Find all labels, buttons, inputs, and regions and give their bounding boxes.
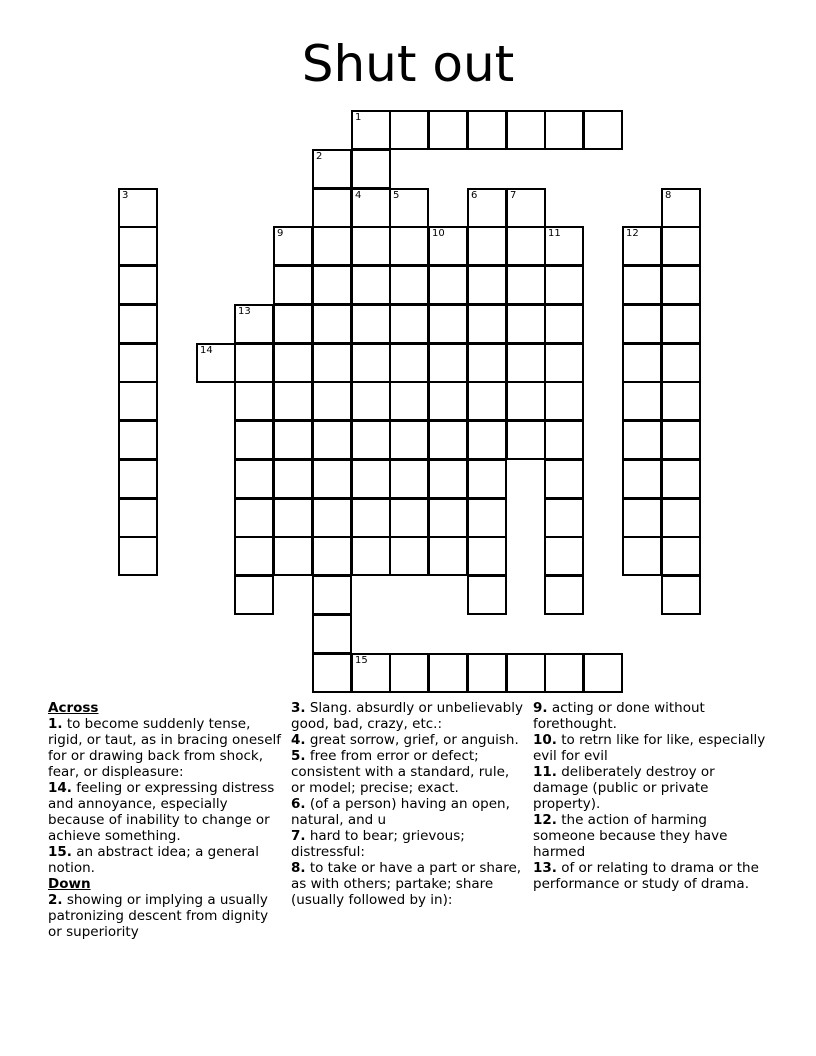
grid-cell[interactable] xyxy=(622,459,662,499)
grid-cell[interactable] xyxy=(312,188,352,228)
clue-column-1 xyxy=(48,700,284,940)
grid-cell[interactable] xyxy=(351,653,391,693)
grid-cell[interactable] xyxy=(428,304,468,344)
grid-cell[interactable] xyxy=(583,653,623,693)
clue-text: acting or done without forethought. xyxy=(533,700,705,732)
clue-number: 1. xyxy=(48,716,63,732)
grid-cell[interactable] xyxy=(118,420,158,460)
grid-cell[interactable] xyxy=(234,420,274,460)
grid-cell[interactable] xyxy=(428,265,468,305)
grid-cell[interactable] xyxy=(118,459,158,499)
clue-text: (of a person) having an open, natural, and u xyxy=(291,796,510,828)
grid-cell[interactable] xyxy=(389,420,429,460)
down-clue-list xyxy=(291,700,527,908)
clue-number: 13. xyxy=(533,860,557,876)
grid-cell[interactable] xyxy=(661,188,701,228)
grid-cell[interactable] xyxy=(351,149,391,189)
grid-cell[interactable] xyxy=(467,536,507,576)
clue-item xyxy=(291,828,527,860)
grid-cell[interactable] xyxy=(351,381,391,421)
grid-cell[interactable] xyxy=(351,226,391,266)
grid-cell[interactable] xyxy=(273,265,313,305)
clue-number: 9. xyxy=(533,700,548,716)
grid-cell[interactable] xyxy=(312,498,352,538)
clue-item xyxy=(291,700,527,732)
grid-cell[interactable] xyxy=(467,575,507,615)
grid-cell[interactable] xyxy=(312,653,352,693)
grid-cell[interactable] xyxy=(389,343,429,383)
clue-item xyxy=(533,732,769,764)
clue-column-3 xyxy=(533,700,769,892)
clue-text: deliberately destroy or damage (public or private property). xyxy=(533,764,715,812)
grid-cell[interactable] xyxy=(467,343,507,383)
grid-cell[interactable] xyxy=(506,304,546,344)
grid-cell[interactable] xyxy=(351,304,391,344)
grid-cell[interactable] xyxy=(661,343,701,383)
cell-number: 4 xyxy=(355,190,362,201)
grid-cell[interactable] xyxy=(312,381,352,421)
clue-item xyxy=(291,732,527,748)
cell-number: 11 xyxy=(548,228,561,239)
clue-item xyxy=(533,860,769,892)
grid-cell[interactable] xyxy=(661,304,701,344)
grid-cell[interactable] xyxy=(234,498,274,538)
grid-cell[interactable] xyxy=(389,381,429,421)
grid-cell[interactable] xyxy=(583,110,623,150)
clue-number: 8. xyxy=(291,860,306,876)
grid-cell[interactable] xyxy=(622,420,662,460)
clue-text: to become suddenly tense, rigid, or taut, as in bracing oneself for or drawing back from shock, fear, or displeasure: xyxy=(48,716,282,780)
grid-cell[interactable] xyxy=(506,653,546,693)
across-clue-list xyxy=(48,716,284,876)
grid-cell[interactable] xyxy=(118,188,158,228)
grid-cell[interactable] xyxy=(428,459,468,499)
cell-number: 9 xyxy=(277,228,284,239)
clue-text: of or relating to drama or the performance or study of drama. xyxy=(533,860,759,892)
grid-cell[interactable] xyxy=(544,420,584,460)
grid-cell[interactable] xyxy=(312,343,352,383)
grid-cell[interactable] xyxy=(622,265,662,305)
grid-cell[interactable] xyxy=(544,536,584,576)
grid-cell[interactable] xyxy=(234,459,274,499)
grid-cell[interactable] xyxy=(506,188,546,228)
grid-cell[interactable] xyxy=(467,420,507,460)
grid-cell[interactable] xyxy=(661,226,701,266)
clue-number: 15. xyxy=(48,844,72,860)
cell-number: 12 xyxy=(626,228,639,239)
grid-cell[interactable] xyxy=(118,536,158,576)
grid-cell[interactable] xyxy=(506,265,546,305)
grid-cell[interactable] xyxy=(467,110,507,150)
clue-text: hard to bear; grievous; distressful: xyxy=(291,828,465,860)
grid-cell[interactable] xyxy=(467,226,507,266)
clue-text: Slang. absurdly or unbelievably good, bad, crazy, etc.: xyxy=(291,700,523,732)
grid-cell[interactable] xyxy=(506,343,546,383)
grid-cell[interactable] xyxy=(661,575,701,615)
clue-item xyxy=(48,716,284,780)
clue-number: 12. xyxy=(533,812,557,828)
clue-item xyxy=(533,700,769,732)
grid-cell[interactable] xyxy=(506,381,546,421)
grid-cell[interactable] xyxy=(661,381,701,421)
grid-cell[interactable] xyxy=(544,304,584,344)
grid-cell[interactable] xyxy=(234,536,274,576)
grid-cell[interactable] xyxy=(118,381,158,421)
grid-cell[interactable] xyxy=(428,498,468,538)
clue-text: showing or implying a usually patronizing descent from dignity or superiority xyxy=(48,892,269,940)
cell-number: 15 xyxy=(355,655,368,666)
cell-number: 1 xyxy=(355,112,362,123)
clue-number: 14. xyxy=(48,780,72,796)
grid-cell[interactable] xyxy=(467,304,507,344)
grid-cell[interactable] xyxy=(312,575,352,615)
grid-cell[interactable] xyxy=(118,498,158,538)
clue-number: 6. xyxy=(291,796,306,812)
grid-cell[interactable] xyxy=(661,498,701,538)
grid-cell[interactable] xyxy=(312,226,352,266)
grid-cell[interactable] xyxy=(351,498,391,538)
grid-cell[interactable] xyxy=(389,498,429,538)
grid-cell[interactable] xyxy=(622,498,662,538)
grid-cell[interactable] xyxy=(467,459,507,499)
grid-cell[interactable] xyxy=(351,536,391,576)
grid-cell[interactable] xyxy=(312,149,352,189)
cell-number: 13 xyxy=(238,306,251,317)
grid-cell[interactable] xyxy=(312,304,352,344)
grid-cell[interactable] xyxy=(389,226,429,266)
clue-number: 10. xyxy=(533,732,557,748)
grid-cell[interactable] xyxy=(118,265,158,305)
clue-text: the action of harming someone because they have harmed xyxy=(533,812,728,860)
grid-cell[interactable] xyxy=(544,265,584,305)
grid-cell[interactable] xyxy=(234,304,274,344)
cell-number: 2 xyxy=(316,151,323,162)
grid-cell[interactable] xyxy=(544,498,584,538)
cell-number: 14 xyxy=(200,345,213,356)
grid-cell[interactable] xyxy=(312,420,352,460)
grid-cell[interactable] xyxy=(389,188,429,228)
grid-cell[interactable] xyxy=(273,343,313,383)
grid-cell[interactable] xyxy=(273,304,313,344)
grid-cell[interactable] xyxy=(273,459,313,499)
grid-cell[interactable] xyxy=(467,188,507,228)
grid-cell[interactable] xyxy=(428,110,468,150)
clue-text: to retrn like for like, especially evil for evil xyxy=(533,732,766,764)
grid-cell[interactable] xyxy=(351,459,391,499)
grid-cell[interactable] xyxy=(351,265,391,305)
grid-cell[interactable] xyxy=(661,536,701,576)
down-clue-list xyxy=(48,892,284,940)
grid-cell[interactable] xyxy=(312,536,352,576)
grid-cell[interactable] xyxy=(234,343,274,383)
grid-cell[interactable] xyxy=(544,381,584,421)
grid-cell[interactable] xyxy=(622,304,662,344)
clue-text: to take or have a part or share, as with others; partake; share (usually followed by in): xyxy=(291,860,522,908)
page-title: Shut out xyxy=(301,35,515,93)
grid-cell[interactable] xyxy=(118,226,158,266)
grid-cell[interactable] xyxy=(273,381,313,421)
clue-item xyxy=(533,812,769,860)
grid-cell[interactable] xyxy=(389,459,429,499)
grid-cell[interactable] xyxy=(428,420,468,460)
down-clue-list xyxy=(533,700,769,892)
grid-cell[interactable] xyxy=(389,304,429,344)
grid-cell[interactable] xyxy=(467,498,507,538)
grid-cell[interactable] xyxy=(661,420,701,460)
grid-cell[interactable] xyxy=(273,420,313,460)
clue-number: 4. xyxy=(291,732,306,748)
clue-item xyxy=(533,764,769,812)
grid-cell[interactable] xyxy=(118,343,158,383)
cell-number: 5 xyxy=(393,190,400,201)
cell-number: 8 xyxy=(665,190,672,201)
grid-cell[interactable] xyxy=(389,265,429,305)
grid-cell[interactable] xyxy=(467,653,507,693)
grid-cell[interactable] xyxy=(544,343,584,383)
grid-cell[interactable] xyxy=(389,536,429,576)
grid-cell[interactable] xyxy=(544,110,584,150)
grid-cell[interactable] xyxy=(428,536,468,576)
grid-cell[interactable] xyxy=(544,653,584,693)
grid-cell[interactable] xyxy=(544,575,584,615)
grid-cell[interactable] xyxy=(312,614,352,654)
grid-cell[interactable] xyxy=(622,226,662,266)
grid-cell[interactable] xyxy=(273,498,313,538)
grid-cell[interactable] xyxy=(351,420,391,460)
grid-cell[interactable] xyxy=(118,304,158,344)
grid-cell[interactable] xyxy=(312,265,352,305)
across-heading: Across xyxy=(48,700,99,716)
grid-cell[interactable] xyxy=(428,226,468,266)
grid-cell[interactable] xyxy=(622,536,662,576)
clue-text: great sorrow, grief, or anguish. xyxy=(309,732,519,748)
grid-cell[interactable] xyxy=(506,226,546,266)
grid-cell[interactable] xyxy=(467,381,507,421)
grid-cell[interactable] xyxy=(196,343,236,383)
clue-number: 11. xyxy=(533,764,557,780)
clue-column-2 xyxy=(291,700,527,908)
clue-number: 3. xyxy=(291,700,306,716)
grid-cell[interactable] xyxy=(273,536,313,576)
grid-cell[interactable] xyxy=(428,653,468,693)
grid-cell[interactable] xyxy=(506,420,546,460)
clue-number: 5. xyxy=(291,748,306,764)
clue-text: an abstract idea; a general notion. xyxy=(48,844,259,876)
grid-cell[interactable] xyxy=(234,381,274,421)
grid-cell[interactable] xyxy=(544,226,584,266)
grid-cell[interactable] xyxy=(622,343,662,383)
grid-cell[interactable] xyxy=(351,110,391,150)
grid-cell[interactable] xyxy=(544,459,584,499)
grid-cell[interactable] xyxy=(467,265,507,305)
grid-cell[interactable] xyxy=(506,110,546,150)
clue-number: 7. xyxy=(291,828,306,844)
cell-number: 6 xyxy=(471,190,478,201)
clue-item xyxy=(291,748,527,796)
grid-cell[interactable] xyxy=(428,381,468,421)
grid-cell[interactable] xyxy=(273,226,313,266)
cell-number: 10 xyxy=(432,228,445,239)
clue-text: free from error or defect; consistent with a standard, rule, or model; precise; exact. xyxy=(291,748,510,796)
grid-cell[interactable] xyxy=(661,459,701,499)
grid-cell[interactable] xyxy=(622,381,662,421)
down-heading: Down xyxy=(48,876,91,892)
grid-cell[interactable] xyxy=(351,343,391,383)
clue-item xyxy=(291,796,527,828)
grid-cell[interactable] xyxy=(428,343,468,383)
grid-cell[interactable] xyxy=(312,459,352,499)
grid-cell[interactable] xyxy=(389,653,429,693)
grid-cell[interactable] xyxy=(661,265,701,305)
grid-cell[interactable] xyxy=(234,575,274,615)
grid-cell[interactable] xyxy=(351,188,391,228)
clue-text: feeling or expressing distress and annoyance, especially because of inability to change or achieve something. xyxy=(48,780,275,844)
clue-number: 2. xyxy=(48,892,63,908)
cell-number: 7 xyxy=(510,190,517,201)
clue-item xyxy=(291,860,527,908)
grid-cell[interactable] xyxy=(389,110,429,150)
clue-item xyxy=(48,780,284,844)
clue-item xyxy=(48,892,284,940)
cell-number: 3 xyxy=(122,190,129,201)
clue-item xyxy=(48,844,284,876)
